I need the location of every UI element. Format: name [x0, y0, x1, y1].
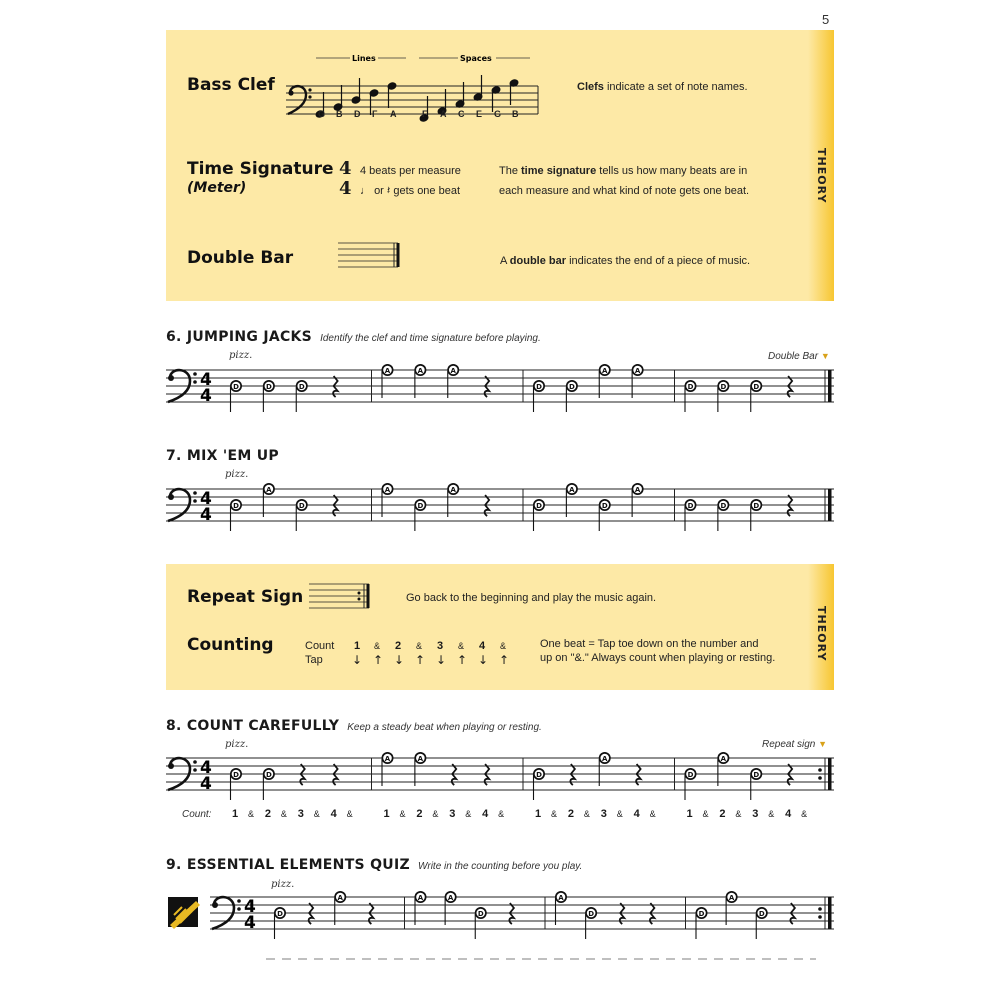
- tap-down-icon: ↓: [436, 653, 447, 667]
- count-beat: 3: [600, 808, 607, 820]
- repeat-dot: [818, 907, 822, 911]
- svg-text:D: D: [298, 383, 305, 391]
- repeat-sign-term: Repeat Sign: [187, 587, 304, 607]
- final-barline-thick: [828, 758, 832, 790]
- svg-text:A: A: [450, 486, 456, 494]
- svg-text:A: A: [634, 367, 641, 375]
- exercise-8-count-row: [0, 808, 1000, 824]
- note-d: [750, 768, 762, 800]
- page-number: 5: [822, 12, 830, 27]
- note-letter: F: [372, 109, 378, 119]
- note-letter: D: [354, 109, 361, 119]
- note-letter: F: [422, 109, 428, 119]
- theory-tab: [808, 564, 834, 690]
- note-a: [555, 891, 567, 925]
- note-d: [230, 768, 242, 800]
- svg-text:A: A: [337, 894, 343, 902]
- pizz-marking: pizz.: [229, 350, 253, 361]
- count-and: &: [346, 809, 353, 819]
- svg-text:D: D: [536, 383, 542, 391]
- note-a: [382, 483, 394, 517]
- double-bar-callout: Double Bar ▼: [768, 351, 830, 362]
- svg-text:D: D: [687, 502, 694, 510]
- count-and: &: [248, 809, 255, 819]
- count-beat: 4: [785, 808, 792, 820]
- note-d: [533, 380, 545, 412]
- note-d: [750, 499, 762, 531]
- tap-down-icon: ↓: [478, 653, 489, 667]
- note-d: [599, 499, 611, 531]
- pizz-marking: pizz.: [225, 739, 249, 750]
- svg-text:A: A: [417, 367, 424, 375]
- svg-text:D: D: [265, 383, 272, 391]
- time-sig-bottom: 4: [200, 386, 212, 406]
- exercise-8-staff: [166, 748, 836, 808]
- note-d: [274, 907, 286, 939]
- note-d: [414, 499, 426, 531]
- pizz-marking: pizz.: [225, 469, 249, 480]
- svg-text:D: D: [753, 383, 760, 391]
- note-d: [263, 380, 275, 412]
- time-signature: [200, 370, 212, 406]
- time-sig-bottom: 4: [200, 774, 212, 794]
- note-a: [632, 364, 644, 398]
- count-label: Count: [305, 640, 335, 652]
- note-a: [566, 483, 578, 517]
- note-letter: C: [458, 109, 465, 119]
- tap-up-icon: ↑: [499, 653, 510, 667]
- svg-text:A: A: [384, 486, 391, 494]
- tap-up-icon: ↑: [415, 653, 426, 667]
- note-d: [230, 499, 242, 531]
- svg-text:D: D: [720, 502, 727, 510]
- count-beat: 1: [354, 640, 361, 652]
- svg-text:A: A: [569, 486, 575, 494]
- tap-up-icon: ↑: [373, 653, 384, 667]
- count-and: &: [500, 641, 507, 651]
- svg-text:D: D: [568, 383, 575, 391]
- time-signature-description: The time signature tells us how many beats are in each measure and what kind of note gets one beat.: [499, 165, 750, 197]
- repeat-sign-description: Go back to the beginning and play the music again.: [406, 592, 657, 604]
- count-and: &: [465, 809, 472, 819]
- note-a: [726, 891, 738, 925]
- time-signature: [244, 897, 256, 933]
- note-d: [685, 499, 697, 531]
- count-and: &: [458, 641, 465, 651]
- note-d: [533, 499, 545, 531]
- tap-up-icon: ↑: [457, 653, 468, 667]
- time-sig-top: 4: [200, 489, 212, 509]
- svg-text:A: A: [417, 755, 424, 763]
- lines-label: Lines: [352, 54, 376, 63]
- svg-text:A: A: [728, 894, 735, 902]
- repeat-sign-diagram: [309, 581, 375, 611]
- svg-text:A: A: [720, 755, 727, 763]
- note-a: [447, 483, 459, 517]
- count-beat: 3: [437, 640, 444, 652]
- exercise-6-title: 6. JUMPING JACKS Identify the clef and time signature before playing.: [166, 329, 541, 345]
- double-bar-description: A double bar indicates the end of a piece of music.: [500, 255, 751, 267]
- counting-term: Counting: [187, 635, 274, 655]
- pencil-quiz-icon: [166, 895, 206, 931]
- svg-text:A: A: [634, 486, 641, 494]
- note-a: [263, 483, 275, 517]
- time-sig-top: 4: [200, 758, 212, 778]
- quarter-rest-icon: 𝄽: [386, 185, 391, 197]
- count-and: &: [399, 809, 406, 819]
- count-beat: 2: [416, 808, 423, 820]
- theory-tab-label: THEORY: [815, 148, 828, 204]
- count-and: &: [432, 809, 439, 819]
- svg-text:A: A: [266, 486, 272, 494]
- svg-text:D: D: [588, 910, 595, 918]
- theory-panel-2: [166, 564, 834, 690]
- note-d: [263, 768, 275, 800]
- note-d: [585, 907, 597, 939]
- repeat-dot: [818, 768, 822, 772]
- svg-text:D: D: [477, 910, 484, 918]
- note-letter: G: [494, 109, 502, 119]
- svg-text:D: D: [298, 502, 305, 510]
- note-a: [414, 752, 426, 786]
- note-d: [717, 380, 729, 412]
- svg-text:A: A: [558, 894, 564, 902]
- note-a: [447, 364, 459, 398]
- note-d: [296, 499, 308, 531]
- count-and: &: [551, 809, 558, 819]
- repeat-sign-callout: Repeat sign ▼: [762, 739, 828, 750]
- count-beat: 4: [479, 640, 486, 652]
- note-d: [296, 380, 308, 412]
- svg-text:D: D: [687, 383, 694, 391]
- count-beat: 3: [449, 808, 456, 820]
- note-letter: G: [318, 109, 326, 119]
- tap-down-icon: ↓: [394, 653, 405, 667]
- note-d: [685, 768, 697, 800]
- note-a: [632, 483, 644, 517]
- svg-text:D: D: [233, 383, 239, 391]
- tap-down-icon: ↓: [352, 653, 363, 667]
- repeat-dot: [818, 915, 822, 919]
- note-a: [415, 891, 427, 925]
- note-a: [599, 752, 611, 786]
- note-a: [382, 752, 394, 786]
- note-letter: B: [512, 109, 519, 119]
- note-d: [475, 907, 487, 939]
- spaces-label: Spaces: [460, 54, 492, 63]
- exercise-7-staff: [166, 479, 836, 539]
- count-and: &: [616, 809, 623, 819]
- note-letter: B: [336, 109, 343, 119]
- count-and: &: [702, 809, 709, 819]
- counting-description: One beat = Tap toe down on the number and up on "&." Always count when playing or resting.: [540, 638, 776, 664]
- count-and: &: [280, 809, 287, 819]
- time-signature: [200, 758, 212, 794]
- count-beat: 2: [719, 808, 726, 820]
- count-beat: 4: [482, 808, 489, 820]
- svg-text:A: A: [602, 367, 608, 375]
- svg-text:D: D: [687, 771, 694, 779]
- double-bar-term: Double Bar: [187, 248, 294, 268]
- beats-per-measure-text: 4 beats per measure: [360, 165, 461, 177]
- theory-tab: [808, 30, 834, 301]
- count-and: &: [583, 809, 590, 819]
- note-a: [414, 364, 426, 398]
- final-barline-thick: [828, 370, 832, 402]
- svg-text:D: D: [233, 502, 239, 510]
- svg-text:D: D: [601, 502, 608, 510]
- note-d: [717, 499, 729, 531]
- count-label-ex8: Count:: [182, 809, 212, 820]
- time-signature-numerals: [339, 159, 352, 199]
- time-sig-top: 4: [244, 897, 256, 917]
- svg-text:A: A: [384, 367, 391, 375]
- theory-panel-1: [166, 30, 834, 301]
- note-letter: A: [440, 109, 447, 119]
- count-and: &: [374, 641, 381, 651]
- svg-text:D: D: [265, 771, 272, 779]
- final-barline-thick: [828, 489, 832, 521]
- time-sig-bottom: 4: [244, 913, 256, 933]
- meter-term: (Meter): [187, 180, 247, 196]
- repeat-dot: [818, 776, 822, 780]
- exercise-7-title: 7. MIX 'EM UP: [166, 448, 279, 464]
- gets-one-beat-text: ♩ or 𝄽 gets one beat: [360, 185, 461, 197]
- note-letter: E: [476, 109, 483, 119]
- svg-text:D: D: [233, 771, 239, 779]
- count-beat: 4: [633, 808, 640, 820]
- note-a: [334, 891, 346, 925]
- note-d: [696, 907, 708, 939]
- note-d: [533, 768, 545, 800]
- count-and: &: [801, 809, 808, 819]
- count-and: &: [416, 641, 423, 651]
- svg-text:D: D: [277, 910, 283, 918]
- note-d: [566, 380, 578, 412]
- note-d: [685, 380, 697, 412]
- time-signature-term: Time Signature: [187, 159, 334, 179]
- svg-text:D: D: [753, 771, 760, 779]
- count-beat: 1: [383, 808, 390, 820]
- svg-text:D: D: [536, 502, 542, 510]
- svg-text:A: A: [417, 894, 424, 902]
- count-and: &: [649, 809, 656, 819]
- note-a: [445, 891, 457, 925]
- time-sig-bottom: 4: [339, 178, 352, 199]
- exercise-9-staff: [210, 887, 836, 947]
- count-beat: 2: [264, 808, 271, 820]
- tap-label: Tap: [305, 654, 323, 666]
- time-signature: [200, 489, 212, 525]
- note-d: [750, 380, 762, 412]
- bass-clef-term: Bass Clef: [187, 75, 275, 95]
- theory-tab-label: THEORY: [815, 606, 828, 662]
- final-barline-thick: [828, 897, 832, 929]
- svg-text:A: A: [450, 367, 456, 375]
- time-sig-bottom: 4: [200, 505, 212, 525]
- note-letter: A: [390, 109, 397, 119]
- exercise-8-title: 8. COUNT CAREFULLY Keep a steady beat when playing or resting.: [166, 718, 542, 734]
- exercise-9-title: 9. ESSENTIAL ELEMENTS QUIZ Write in the counting before you play.: [166, 857, 583, 873]
- note-d: [756, 907, 768, 939]
- counting-write-in-blanks[interactable]: [266, 955, 826, 963]
- note-d: [230, 380, 242, 412]
- svg-text:D: D: [753, 502, 760, 510]
- svg-text:D: D: [417, 502, 424, 510]
- svg-text:A: A: [384, 755, 391, 763]
- count-beat: 1: [686, 808, 693, 820]
- quarter-note-icon: ♩: [360, 185, 371, 197]
- svg-text:A: A: [447, 894, 454, 902]
- count-and: &: [735, 809, 742, 819]
- count-beat: 1: [232, 808, 239, 820]
- staff-lines: [210, 897, 834, 929]
- count-and: &: [313, 809, 320, 819]
- count-and: &: [498, 809, 505, 819]
- double-bar-diagram: [338, 240, 404, 272]
- count-and: &: [768, 809, 775, 819]
- note-a: [382, 364, 394, 398]
- svg-text:D: D: [536, 771, 542, 779]
- count-beat: 3: [297, 808, 304, 820]
- pizz-marking: pizz.: [271, 879, 295, 890]
- clefs-description: Clefs indicate a set of note names.: [577, 81, 748, 93]
- count-beat: 2: [395, 640, 402, 652]
- count-beat: 4: [330, 808, 337, 820]
- note-a: [599, 364, 611, 398]
- count-beat: 1: [535, 808, 542, 820]
- time-sig-top: 4: [200, 370, 212, 390]
- count-beat: 3: [752, 808, 759, 820]
- svg-text:D: D: [698, 910, 705, 918]
- svg-text:D: D: [758, 910, 765, 918]
- note-a: [717, 752, 729, 786]
- count-beat: 2: [567, 808, 574, 820]
- svg-text:D: D: [720, 383, 727, 391]
- exercise-6-staff: [166, 360, 836, 420]
- time-sig-top: 4: [339, 158, 352, 179]
- svg-text:A: A: [602, 755, 608, 763]
